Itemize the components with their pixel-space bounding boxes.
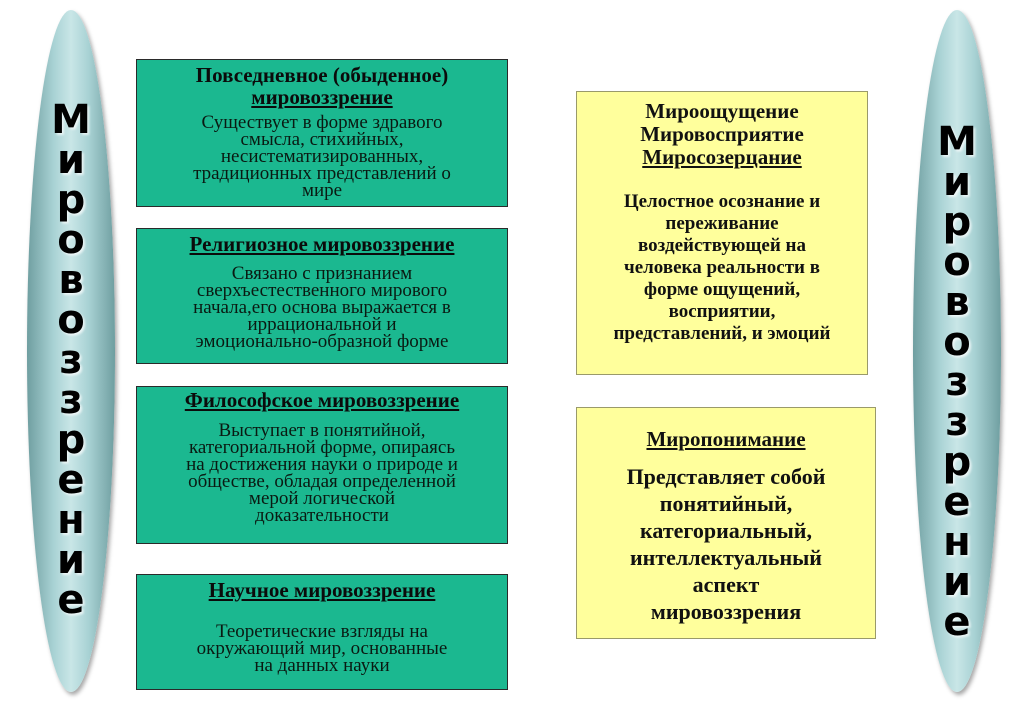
left-letter: о bbox=[57, 297, 85, 343]
title-line: мировоззрение bbox=[251, 85, 393, 109]
everyday-worldview-title bbox=[137, 64, 507, 108]
level-title: Мировосприятие bbox=[640, 122, 804, 146]
right-letter: о bbox=[943, 239, 971, 285]
text-line: Целостное осознание и bbox=[623, 191, 821, 212]
religious-worldview-title: Религиозное мировоззрение bbox=[189, 232, 455, 256]
right-pillar-word bbox=[913, 119, 1001, 645]
left-letter: М bbox=[51, 97, 91, 143]
right-letter: з bbox=[945, 359, 969, 405]
right-letter: е bbox=[943, 479, 971, 525]
left-letter: и bbox=[56, 137, 86, 183]
left-letter: е bbox=[57, 577, 85, 623]
text-line: восприятии, bbox=[668, 301, 776, 322]
left-letter: н bbox=[57, 497, 85, 543]
scientific-worldview-title: Научное мировоззрение bbox=[208, 578, 436, 602]
religious-worldview-box bbox=[136, 228, 508, 364]
text-line: Теоретические взгляды на bbox=[215, 621, 428, 642]
right-letter: р bbox=[942, 199, 972, 245]
everyday-worldview-text bbox=[137, 114, 507, 199]
philosophical-worldview-text bbox=[137, 422, 507, 524]
left-letter: р bbox=[56, 417, 86, 463]
religious-worldview-text bbox=[137, 265, 507, 350]
text-line: Связано с признанием bbox=[231, 263, 413, 284]
world-sensation-box bbox=[576, 91, 868, 375]
text-line: начала,его основа выражается в bbox=[193, 297, 451, 318]
left-letter: и bbox=[56, 537, 86, 583]
right-letter: е bbox=[943, 599, 971, 645]
text-line: человека реальности в bbox=[624, 257, 820, 278]
text-line: несистематизированных, bbox=[220, 146, 424, 167]
left-letter: е bbox=[57, 457, 85, 503]
world-understanding-box bbox=[576, 407, 876, 639]
everyday-worldview-box bbox=[136, 59, 508, 207]
text-line: на достижения науки о природе и bbox=[186, 454, 458, 475]
left-letter: о bbox=[57, 217, 85, 263]
text-line: Представляет собой bbox=[626, 464, 826, 489]
text-line: Выступает в понятийной, bbox=[218, 420, 426, 441]
right-letter: н bbox=[943, 519, 971, 565]
left-pillar bbox=[27, 10, 115, 692]
text-line: аспект bbox=[692, 572, 760, 597]
right-letter: з bbox=[945, 399, 969, 445]
text-line: смысла, стихийных, bbox=[240, 129, 404, 150]
text-line: мировоззрения bbox=[650, 599, 802, 624]
level-title: Мироощущение bbox=[645, 99, 799, 123]
text-line: форме ощущений, bbox=[643, 279, 801, 300]
right-letter: М bbox=[937, 119, 977, 165]
left-pillar-word bbox=[27, 97, 115, 623]
world-sensation-text bbox=[577, 191, 867, 345]
world-sensation-titles bbox=[577, 100, 867, 169]
philosophical-worldview-title: Философское мировоззрение bbox=[184, 388, 460, 412]
text-line: доказательности bbox=[255, 505, 389, 526]
text-line: Существует в форме здравого bbox=[201, 112, 443, 133]
right-letter: и bbox=[942, 159, 972, 205]
right-pillar bbox=[913, 10, 1001, 692]
text-line: категориальный, bbox=[640, 518, 812, 543]
text-line: обществе, обладая определенной bbox=[188, 471, 456, 492]
right-letter: р bbox=[942, 439, 972, 485]
scientific-worldview-box bbox=[136, 574, 508, 690]
level-title: Миропонимание bbox=[646, 427, 806, 451]
world-understanding-title bbox=[577, 428, 875, 451]
title-line: Повседневное (обыденное) bbox=[195, 63, 449, 87]
text-line: мерой логической bbox=[248, 488, 396, 509]
right-letter: в bbox=[944, 279, 970, 325]
right-letter: о bbox=[943, 319, 971, 365]
text-line: переживание bbox=[665, 213, 779, 234]
scientific-worldview-text bbox=[137, 623, 507, 674]
text-line: эмоционально-образной форме bbox=[195, 331, 449, 352]
world-understanding-text bbox=[577, 463, 875, 625]
text-line: представлений, и эмоций bbox=[613, 323, 831, 344]
text-line: мире bbox=[301, 180, 343, 201]
text-line: понятийный, bbox=[659, 491, 793, 516]
left-letter: р bbox=[56, 177, 86, 223]
text-line: категориальной форме, опираясь bbox=[188, 437, 456, 458]
text-line: на данных науки bbox=[254, 655, 390, 676]
philosophical-worldview-box bbox=[136, 386, 508, 544]
right-letter: и bbox=[942, 559, 972, 605]
left-letter: з bbox=[59, 337, 83, 383]
left-letter: в bbox=[58, 257, 84, 303]
text-line: воздействующей на bbox=[638, 235, 806, 256]
text-line: иррациональной и bbox=[247, 314, 397, 335]
text-line: сверхъестественного мирового bbox=[196, 280, 448, 301]
left-letter: з bbox=[59, 377, 83, 423]
text-line: окружающий мир, основанные bbox=[196, 638, 448, 659]
text-line: интеллектуальный bbox=[630, 545, 822, 570]
text-line: традиционных представлений о bbox=[193, 163, 451, 184]
level-title: Миросозерцание bbox=[642, 145, 802, 169]
